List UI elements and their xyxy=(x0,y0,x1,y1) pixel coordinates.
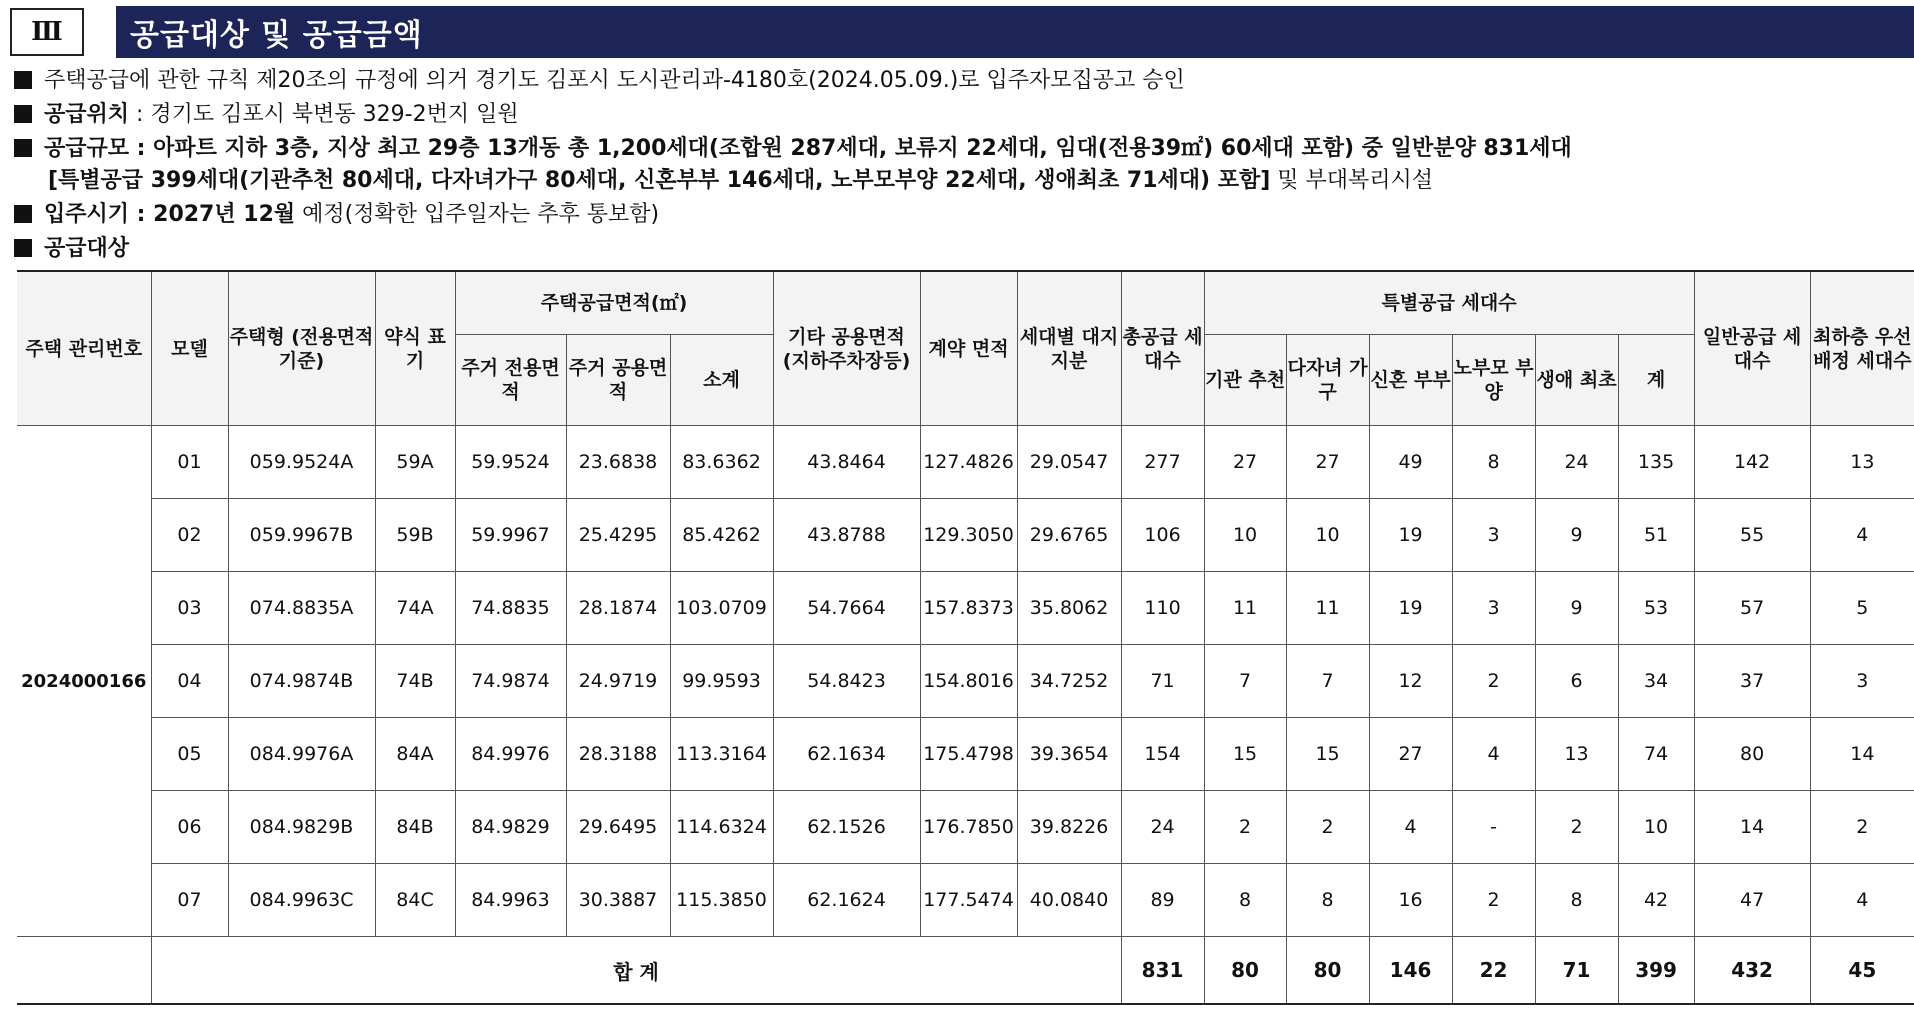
cell-contract-area: 176.7850 xyxy=(920,791,1017,864)
header-total-units: 총공급 세대수 xyxy=(1121,271,1204,426)
header-land-share: 세대별 대지지분 xyxy=(1017,271,1121,426)
cell-land-share: 35.8062 xyxy=(1017,572,1121,645)
cell-sp-newlywed: 12 xyxy=(1369,645,1452,718)
cell-lowest-floor: 14 xyxy=(1810,718,1914,791)
cell-lowest-floor: 5 xyxy=(1810,572,1914,645)
table-row xyxy=(17,426,1914,499)
cell-total-sp-elderly: 22 xyxy=(1452,937,1535,1005)
cell-abbr: 59A xyxy=(375,426,455,499)
cell-total-units: 24 xyxy=(1121,791,1204,864)
info-move-in-note: 예정(정확한 입주일자는 추후 통보함) xyxy=(295,202,660,227)
cell-total-total-units: 831 xyxy=(1121,937,1204,1005)
cell-area-subtotal: 114.6324 xyxy=(670,791,773,864)
cell-total-label: 합 계 xyxy=(151,937,1121,1005)
cell-sp-newlywed: 19 xyxy=(1369,572,1452,645)
cell-model: 02 xyxy=(151,499,228,572)
cell-sp-institution: 15 xyxy=(1204,718,1286,791)
cell-sp-multichild: 27 xyxy=(1286,426,1369,499)
cell-sp-first-time: 2 xyxy=(1535,791,1618,864)
cell-total-units: 110 xyxy=(1121,572,1204,645)
cell-sp-elderly: 8 xyxy=(1452,426,1535,499)
cell-contract-area: 175.4798 xyxy=(920,718,1017,791)
cell-other-common: 43.8464 xyxy=(773,426,920,499)
table-total-row xyxy=(17,937,1914,1005)
cell-land-share: 40.0840 xyxy=(1017,864,1121,937)
cell-sp-first-time: 9 xyxy=(1535,499,1618,572)
header-area-common: 주거 공용면적 xyxy=(566,335,670,426)
cell-common-area: 23.6838 xyxy=(566,426,670,499)
cell-total-units: 154 xyxy=(1121,718,1204,791)
cell-sp-institution: 7 xyxy=(1204,645,1286,718)
cell-sp-sum: 34 xyxy=(1618,645,1694,718)
cell-sp-newlywed: 19 xyxy=(1369,499,1452,572)
cell-contract-area: 154.8016 xyxy=(920,645,1017,718)
cell-sp-institution: 10 xyxy=(1204,499,1286,572)
cell-contract-area: 177.5474 xyxy=(920,864,1017,937)
cell-private-area: 84.9963 xyxy=(455,864,566,937)
cell-model: 04 xyxy=(151,645,228,718)
cell-area-subtotal: 103.0709 xyxy=(670,572,773,645)
table-row xyxy=(17,864,1914,937)
info-location-text: : 경기도 김포시 북변동 329-2번지 일원 xyxy=(129,102,519,127)
cell-private-area: 84.9829 xyxy=(455,791,566,864)
cell-other-common: 62.1624 xyxy=(773,864,920,937)
cell-common-area: 25.4295 xyxy=(566,499,670,572)
cell-sp-sum: 42 xyxy=(1618,864,1694,937)
cell-total-sp-institution: 80 xyxy=(1204,937,1286,1005)
cell-total-units: 277 xyxy=(1121,426,1204,499)
cell-type: 084.9963C xyxy=(228,864,375,937)
cell-area-subtotal: 85.4262 xyxy=(670,499,773,572)
cell-total-sp-sum: 399 xyxy=(1618,937,1694,1005)
cell-sp-newlywed: 4 xyxy=(1369,791,1452,864)
cell-private-area: 59.9524 xyxy=(455,426,566,499)
info-move-in-date: : 2027년 12월 xyxy=(129,202,296,227)
cell-total-sp-first-time: 71 xyxy=(1535,937,1618,1005)
cell-common-area: 24.9719 xyxy=(566,645,670,718)
cell-abbr: 59B xyxy=(375,499,455,572)
cell-sp-multichild: 15 xyxy=(1286,718,1369,791)
header-area-private: 주거 전용면적 xyxy=(455,335,566,426)
cell-sp-newlywed: 27 xyxy=(1369,718,1452,791)
header-sp-institution: 기관 추천 xyxy=(1204,335,1286,426)
table-row xyxy=(17,499,1914,572)
cell-lowest-floor: 4 xyxy=(1810,864,1914,937)
cell-model: 07 xyxy=(151,864,228,937)
cell-abbr: 84B xyxy=(375,791,455,864)
section-number: Ⅲ xyxy=(31,17,63,47)
cell-abbr: 74A xyxy=(375,572,455,645)
cell-private-area: 84.9976 xyxy=(455,718,566,791)
cell-other-common: 62.1526 xyxy=(773,791,920,864)
header-model: 모델 xyxy=(151,271,228,426)
cell-common-area: 28.3188 xyxy=(566,718,670,791)
section-title: 공급대상 및 공급금액 xyxy=(130,18,423,53)
cell-model: 06 xyxy=(151,791,228,864)
table-row xyxy=(17,645,1914,718)
cell-sp-institution: 8 xyxy=(1204,864,1286,937)
cell-general-units: 37 xyxy=(1694,645,1810,718)
cell-sp-multichild: 2 xyxy=(1286,791,1369,864)
cell-land-share: 29.0547 xyxy=(1017,426,1121,499)
cell-general-units: 57 xyxy=(1694,572,1810,645)
cell-abbr: 84C xyxy=(375,864,455,937)
cell-sp-institution: 27 xyxy=(1204,426,1286,499)
cell-total-units: 106 xyxy=(1121,499,1204,572)
cell-area-subtotal: 113.3164 xyxy=(670,718,773,791)
header-area-subtotal: 소계 xyxy=(670,335,773,426)
info-approval xyxy=(14,66,1185,96)
info-supply-target-label: 공급대상 xyxy=(44,236,130,261)
cell-sp-sum: 10 xyxy=(1618,791,1694,864)
cell-sp-elderly: 4 xyxy=(1452,718,1535,791)
header-sp-first-time: 생애 최초 xyxy=(1535,335,1618,426)
table-body xyxy=(17,426,1914,1005)
header-contract-area: 계약 면적 xyxy=(920,271,1017,426)
header-sp-elderly: 노부모 부양 xyxy=(1452,335,1535,426)
header-mgmt-no: 주택 관리번호 xyxy=(17,271,151,426)
bullet-square-icon xyxy=(14,205,32,223)
cell-sp-multichild: 7 xyxy=(1286,645,1369,718)
header-abbr: 약식 표기 xyxy=(375,271,455,426)
cell-sp-elderly: 2 xyxy=(1452,864,1535,937)
header-type: 주택형 (전용면적기준) xyxy=(228,271,375,426)
cell-land-share: 39.8226 xyxy=(1017,791,1121,864)
cell-common-area: 29.6495 xyxy=(566,791,670,864)
cell-lowest-floor: 13 xyxy=(1810,426,1914,499)
cell-sp-institution: 2 xyxy=(1204,791,1286,864)
table-row xyxy=(17,791,1914,864)
cell-model: 03 xyxy=(151,572,228,645)
cell-sp-sum: 53 xyxy=(1618,572,1694,645)
cell-type: 059.9524A xyxy=(228,426,375,499)
cell-model: 01 xyxy=(151,426,228,499)
cell-type: 059.9967B xyxy=(228,499,375,572)
cell-sp-first-time: 6 xyxy=(1535,645,1618,718)
info-scale-special-text: [특별공급 399세대(기관추천 80세대, 다자녀가구 80세대, 신혼부부 146세대, 노부모부양 22세대, 생애최초 71세대) 포함] xyxy=(48,168,1271,193)
header-sp-newlywed: 신혼 부부 xyxy=(1369,335,1452,426)
header-other-common: 기타 공용면적 (지하주차장등) xyxy=(773,271,920,426)
bullet-square-icon xyxy=(14,139,32,157)
cell-sp-newlywed: 16 xyxy=(1369,864,1452,937)
info-scale-special xyxy=(48,166,1433,196)
cell-sp-newlywed: 49 xyxy=(1369,426,1452,499)
cell-area-subtotal: 99.9593 xyxy=(670,645,773,718)
supply-table xyxy=(17,270,1914,1005)
info-supply-target xyxy=(14,234,129,264)
cell-other-common: 43.8788 xyxy=(773,499,920,572)
cell-common-area: 30.3887 xyxy=(566,864,670,937)
cell-land-share: 34.7252 xyxy=(1017,645,1121,718)
info-scale-text: : 아파트 지하 3층, 지상 최고 29층 13개동 총 1,200세대(조합원 287세대, 보류지 22세대, 임대(전용39㎡) 60세대 포함) 중 일반분양 831세대 xyxy=(129,136,1572,161)
cell-sp-elderly: - xyxy=(1452,791,1535,864)
cell-other-common: 62.1634 xyxy=(773,718,920,791)
info-move-in-label: 입주시기 xyxy=(44,202,130,227)
info-location-label: 공급위치 xyxy=(44,102,130,127)
bullet-square-icon xyxy=(14,239,32,257)
header-sp-sum: 계 xyxy=(1618,335,1694,426)
header-special-group: 특별공급 세대수 xyxy=(1204,271,1694,335)
cell-mgmt-no: 2024000166 xyxy=(17,426,151,937)
cell-lowest-floor: 4 xyxy=(1810,499,1914,572)
cell-sp-multichild: 11 xyxy=(1286,572,1369,645)
cell-contract-area: 157.8373 xyxy=(920,572,1017,645)
cell-type: 074.8835A xyxy=(228,572,375,645)
cell-general-units: 14 xyxy=(1694,791,1810,864)
cell-other-common: 54.7664 xyxy=(773,572,920,645)
cell-total-lowest-floor: 45 xyxy=(1810,937,1914,1005)
info-scale xyxy=(14,134,1572,164)
cell-sp-first-time: 8 xyxy=(1535,864,1618,937)
bullet-square-icon xyxy=(14,71,32,89)
cell-sp-first-time: 9 xyxy=(1535,572,1618,645)
cell-total-units: 71 xyxy=(1121,645,1204,718)
cell-private-area: 59.9967 xyxy=(455,499,566,572)
cell-private-area: 74.9874 xyxy=(455,645,566,718)
info-scale-special-suffix: 및 부대복리시설 xyxy=(1270,168,1434,193)
cell-total-units: 89 xyxy=(1121,864,1204,937)
cell-sp-elderly: 2 xyxy=(1452,645,1535,718)
cell-area-subtotal: 115.3850 xyxy=(670,864,773,937)
cell-lowest-floor: 3 xyxy=(1810,645,1914,718)
header-general-units: 일반공급 세대수 xyxy=(1694,271,1810,426)
cell-private-area: 74.8835 xyxy=(455,572,566,645)
cell-type: 084.9829B xyxy=(228,791,375,864)
cell-abbr: 84A xyxy=(375,718,455,791)
cell-contract-area: 127.4826 xyxy=(920,426,1017,499)
cell-sp-elderly: 3 xyxy=(1452,572,1535,645)
bullet-square-icon xyxy=(14,105,32,123)
cell-sp-multichild: 8 xyxy=(1286,864,1369,937)
cell-general-units: 47 xyxy=(1694,864,1810,937)
cell-sp-first-time: 24 xyxy=(1535,426,1618,499)
cell-general-units: 55 xyxy=(1694,499,1810,572)
header-sp-multichild: 다자녀 가구 xyxy=(1286,335,1369,426)
cell-model: 05 xyxy=(151,718,228,791)
table-row xyxy=(17,718,1914,791)
section-number-box xyxy=(10,8,84,56)
cell-sp-multichild: 10 xyxy=(1286,499,1369,572)
cell-general-units: 80 xyxy=(1694,718,1810,791)
header-lowest-floor: 최하층 우선배정 세대수 xyxy=(1810,271,1914,426)
cell-land-share: 29.6765 xyxy=(1017,499,1121,572)
info-approval-text: 주택공급에 관한 규칙 제20조의 규정에 의거 경기도 김포시 도시관리과-4180호(2024.05.09.)로 입주자모집공고 승인 xyxy=(44,68,1185,93)
info-location xyxy=(14,100,519,130)
cell-sp-sum: 74 xyxy=(1618,718,1694,791)
cell-other-common: 54.8423 xyxy=(773,645,920,718)
table-row xyxy=(17,572,1914,645)
cell-sp-first-time: 13 xyxy=(1535,718,1618,791)
cell-type: 084.9976A xyxy=(228,718,375,791)
cell-area-subtotal: 83.6362 xyxy=(670,426,773,499)
cell-sp-elderly: 3 xyxy=(1452,499,1535,572)
cell-sp-institution: 11 xyxy=(1204,572,1286,645)
cell-sp-sum: 51 xyxy=(1618,499,1694,572)
info-move-in xyxy=(14,200,659,230)
cell-general-units: 142 xyxy=(1694,426,1810,499)
cell-lowest-floor: 2 xyxy=(1810,791,1914,864)
section-title-bar xyxy=(116,6,1914,58)
cell-total-sp-multichild: 80 xyxy=(1286,937,1369,1005)
info-scale-label: 공급규모 xyxy=(44,136,130,161)
header-area-group: 주택공급면적(㎡) xyxy=(455,271,773,335)
cell-abbr: 74B xyxy=(375,645,455,718)
cell-total-general-units: 432 xyxy=(1694,937,1810,1005)
cell-total-sp-newlywed: 146 xyxy=(1369,937,1452,1005)
cell-land-share: 39.3654 xyxy=(1017,718,1121,791)
cell-sp-sum: 135 xyxy=(1618,426,1694,499)
cell-common-area: 28.1874 xyxy=(566,572,670,645)
cell-contract-area: 129.3050 xyxy=(920,499,1017,572)
cell-blank xyxy=(17,937,151,1005)
cell-type: 074.9874B xyxy=(228,645,375,718)
